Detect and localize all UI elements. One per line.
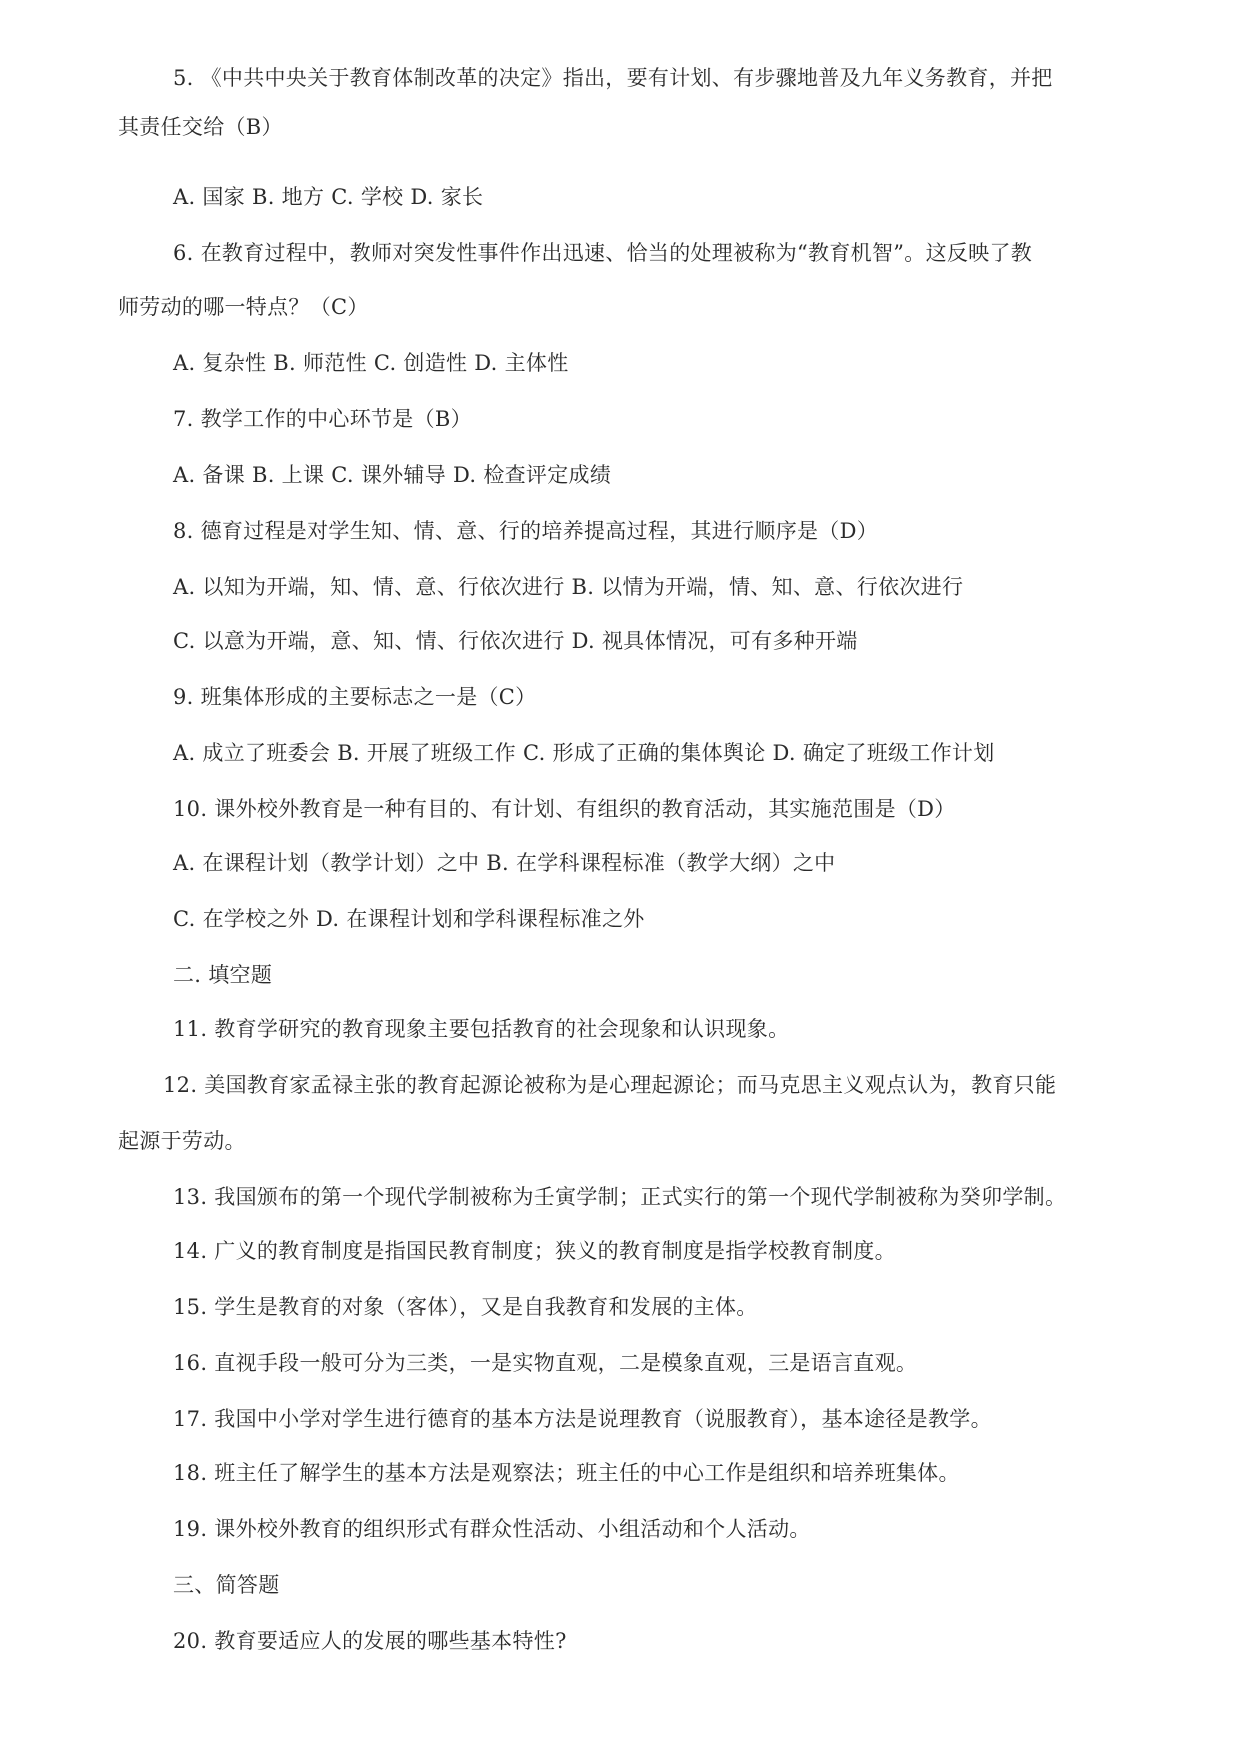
- section-heading-fill-in: 二. 填空题: [173, 963, 273, 987]
- question-20: 20. 教育要适应人的发展的哪些基本特性?: [173, 1629, 567, 1653]
- question-8: 8. 德育过程是对学生知、情、意、行的培养提高过程，其进行顺序是（D）: [173, 519, 879, 543]
- question-19: 19. 课外校外教育的组织形式有群众性活动、小组活动和个人活动。: [173, 1517, 811, 1541]
- question-6-options: A. 复杂性 B. 师范性 C. 创造性 D. 主体性: [173, 351, 569, 375]
- question-10-options-cd: C. 在学校之外 D. 在课程计划和学科课程标准之外: [173, 907, 645, 931]
- question-6-line-2: 师劳动的哪一特点？（C）: [118, 295, 369, 319]
- question-6-line-1: 6. 在教育过程中，教师对突发性事件作出迅速、恰当的处理被称为“教育机智”。这反映了教: [173, 241, 1033, 265]
- question-8-options-cd: C. 以意为开端，意、知、情、行依次进行 D. 视具体情况，可有多种开端: [173, 629, 858, 653]
- question-5-options: A. 国家 B. 地方 C. 学校 D. 家长: [173, 185, 484, 209]
- question-13: 13. 我国颁布的第一个现代学制被称为壬寅学制；正式实行的第一个现代学制被称为癸卯学制。: [173, 1185, 1067, 1209]
- question-7-options: A. 备课 B. 上课 C. 课外辅导 D. 检查评定成绩: [173, 463, 612, 487]
- question-18: 18. 班主任了解学生的基本方法是观察法；班主任的中心工作是组织和培养班集体。: [173, 1461, 960, 1485]
- question-10: 10. 课外校外教育是一种有目的、有计划、有组织的教育活动，其实施范围是（D）: [173, 797, 956, 821]
- question-17: 17. 我国中小学对学生进行德育的基本方法是说理教育（说服教育），基本途径是教学。: [173, 1407, 992, 1431]
- question-10-options-ab: A. 在课程计划（教学计划）之中 B. 在学科课程标准（教学大纲）之中: [173, 851, 836, 875]
- question-8-options-ab: A. 以知为开端，知、情、意、行依次进行 B. 以情为开端，情、知、意、行依次进行: [173, 575, 964, 599]
- question-11: 11. 教育学研究的教育现象主要包括教育的社会现象和认识现象。: [173, 1017, 790, 1041]
- question-7: 7. 教学工作的中心环节是（B）: [173, 407, 472, 431]
- question-9: 9. 班集体形成的主要标志之一是（C）: [173, 685, 537, 709]
- question-12-line-1: 12. 美国教育家孟禄主张的教育起源论被称为是心理起源论；而马克思主义观点认为，教育只能: [163, 1073, 1057, 1097]
- question-15: 15. 学生是教育的对象（客体），又是自我教育和发展的主体。: [173, 1295, 758, 1319]
- question-12-line-2: 起源于劳动。: [118, 1129, 246, 1153]
- question-9-options: A. 成立了班委会 B. 开展了班级工作 C. 形成了正确的集体舆论 D. 确定了班级工作计划: [173, 741, 995, 765]
- question-14: 14. 广义的教育制度是指国民教育制度；狭义的教育制度是指学校教育制度。: [173, 1239, 896, 1263]
- question-5-line-1: 5. 《中共中央关于教育体制改革的决定》指出，要有计划、有步骤地普及九年义务教育，并把: [173, 66, 1053, 90]
- question-16: 16. 直视手段一般可分为三类，一是实物直观，二是模象直观，三是语言直观。: [173, 1351, 918, 1375]
- section-heading-short-answer: 三、简答题: [173, 1573, 280, 1597]
- question-5-line-2: 其责任交给（B）: [118, 115, 283, 139]
